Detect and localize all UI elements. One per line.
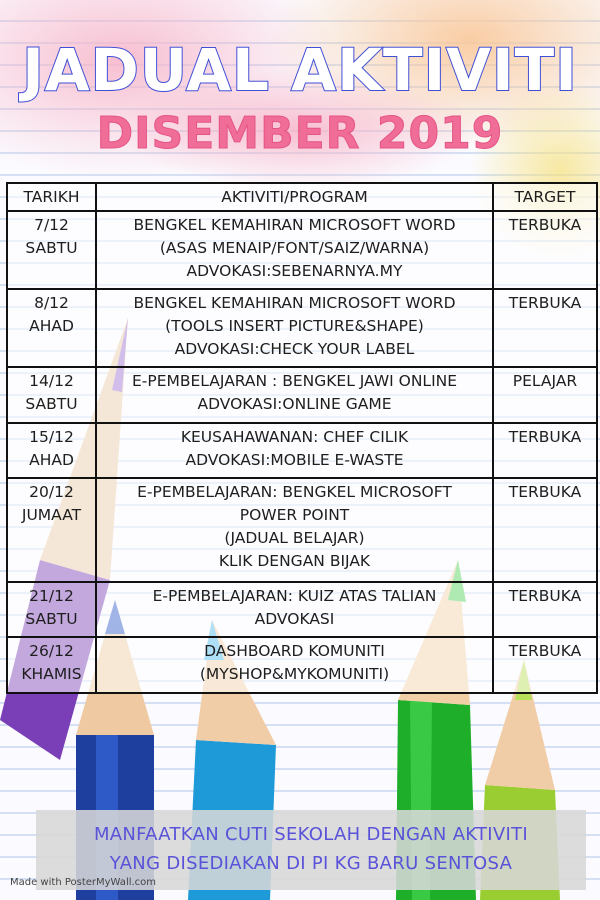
day-text: AHAD bbox=[29, 316, 74, 335]
activity-line: BENGKEL KEMAHIRAN MICROSOFT WORD bbox=[133, 216, 456, 234]
activity-cell bbox=[96, 582, 493, 638]
date-cell bbox=[7, 582, 96, 638]
activity-line: E-PEMBELAJARAN: KUIZ ATAS TALIAN bbox=[152, 586, 437, 605]
page-title: JADUAL AKTIVITI bbox=[22, 36, 578, 104]
activity-line: E-PEMBELAJARAN : BENGKEL JAWI ONLINE bbox=[131, 371, 458, 390]
activity-line: POWER POINT bbox=[239, 506, 350, 525]
activity-line: ADVOKASI:MOBILE E-WASTE bbox=[185, 450, 404, 469]
activity-cell bbox=[96, 289, 493, 367]
activity-line: E-PEMBELAJARAN: BENGKEL MICROSOFT bbox=[137, 483, 452, 502]
date-cell bbox=[7, 478, 96, 581]
activity-cell bbox=[96, 637, 493, 693]
credit-text: Made with PosterMyWall.com bbox=[10, 877, 157, 888]
target-cell: TERBUKA bbox=[493, 637, 597, 693]
schedule-table bbox=[6, 182, 598, 694]
table-row bbox=[7, 478, 597, 581]
target-cell: PELAJAR bbox=[493, 367, 597, 423]
activity-line: BENGKEL KEMAHIRAN MICROSOFT WORD bbox=[133, 293, 456, 312]
column-header-activity: AKTIVITI/PROGRAM bbox=[96, 183, 493, 211]
activity-cell bbox=[96, 423, 493, 479]
activity-cell bbox=[96, 211, 493, 289]
table-header-row bbox=[7, 183, 597, 211]
date-text: 21/12 bbox=[29, 586, 74, 605]
activity-cell bbox=[96, 478, 493, 581]
day-text: SABTU bbox=[25, 394, 78, 413]
date-cell bbox=[7, 211, 96, 289]
table-row bbox=[7, 289, 597, 367]
date-text: 20/12 bbox=[29, 483, 74, 502]
day-text: SABTU bbox=[25, 239, 78, 257]
table-row bbox=[7, 367, 597, 423]
target-cell: TERBUKA bbox=[493, 423, 597, 479]
day-text: KHAMIS bbox=[21, 665, 82, 684]
activity-line: ADVOKASI:CHECK YOUR LABEL bbox=[174, 339, 415, 358]
date-cell bbox=[7, 367, 96, 423]
column-header-date: TARIKH bbox=[7, 183, 96, 211]
date-text: 14/12 bbox=[29, 371, 74, 390]
day-text: SABTU bbox=[25, 609, 78, 628]
date-cell bbox=[7, 637, 96, 693]
date-text: 8/12 bbox=[34, 293, 69, 312]
table-row bbox=[7, 637, 597, 693]
footer-line-2: YANG DISEDIAKAN DI PI KG BARU SENTOSA bbox=[109, 853, 513, 874]
date-cell bbox=[7, 289, 96, 367]
footer-line-1: MANFAATKAN CUTI SEKOLAH DENGAN AKTIVITI bbox=[93, 824, 529, 845]
activity-line: DASHBOARD KOMUNITI bbox=[204, 642, 385, 661]
date-text: 7/12 bbox=[34, 216, 69, 234]
target-cell: TERBUKA bbox=[493, 289, 597, 367]
activity-line: (TOOLS INSERT PICTURE&SHAPE) bbox=[165, 316, 424, 335]
activity-line: (JADUAL BELAJAR) bbox=[224, 529, 365, 548]
table-row bbox=[7, 211, 597, 289]
target-cell: TERBUKA bbox=[493, 582, 597, 638]
activity-line: KLIK DENGAN BIJAK bbox=[218, 552, 371, 571]
target-cell: TERBUKA bbox=[493, 478, 597, 581]
column-header-target: TARGET bbox=[493, 183, 597, 211]
day-text: JUMAAT bbox=[21, 506, 82, 525]
activity-cell bbox=[96, 367, 493, 423]
date-text: 26/12 bbox=[29, 642, 74, 661]
activity-line: ADVOKASI:ONLINE GAME bbox=[197, 394, 392, 413]
day-text: AHAD bbox=[29, 450, 74, 469]
table-row bbox=[7, 582, 597, 638]
target-cell: TERBUKA bbox=[493, 211, 597, 289]
activity-line: ADVOKASI bbox=[254, 609, 335, 628]
date-text: 15/12 bbox=[29, 427, 74, 446]
activity-line: (ASAS MENAIP/FONT/SAIZ/WARNA) bbox=[159, 239, 430, 257]
date-cell bbox=[7, 423, 96, 479]
page-subtitle: DISEMBER 2019 bbox=[96, 108, 504, 159]
activity-line: ADVOKASI:SEBENARNYA.MY bbox=[186, 262, 403, 280]
activity-line: (MYSHOP&MYKOMUNITI) bbox=[199, 665, 390, 684]
activity-line: KEUSAHAWANAN: CHEF CILIK bbox=[180, 427, 409, 446]
table-row bbox=[7, 423, 597, 479]
